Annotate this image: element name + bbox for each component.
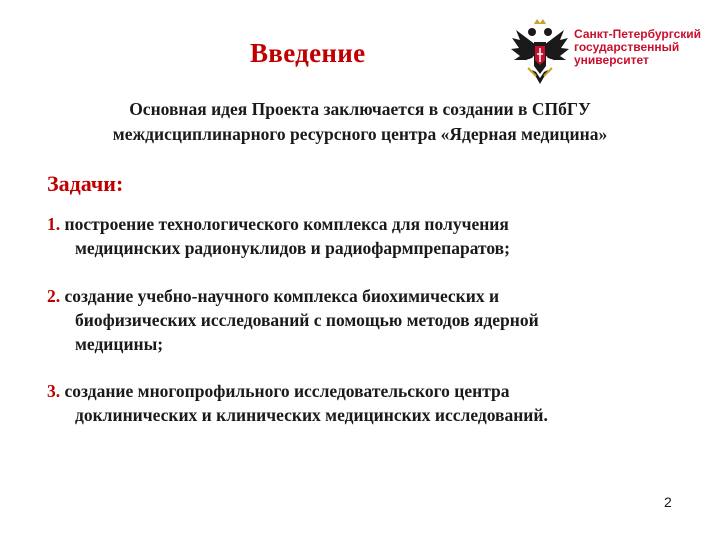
university-logo — [510, 18, 710, 88]
task-item — [47, 284, 687, 356]
task-item — [47, 212, 687, 260]
tasks-heading: Задачи: — [47, 171, 124, 196]
university-name-line: государственный — [574, 40, 680, 54]
page-number: 2 — [664, 494, 672, 510]
task-number: 3. — [47, 381, 61, 401]
task-item — [47, 379, 687, 427]
intro-text — [40, 97, 680, 147]
task-line — [47, 212, 687, 236]
task-number: 1. — [47, 214, 61, 234]
task-line — [47, 379, 687, 403]
university-name-line: Санкт-Петербургский — [574, 27, 702, 41]
task-line: медицины; — [75, 334, 164, 354]
task-line: биофизических исследований с помощью методов ядерной — [75, 310, 539, 330]
task-line — [47, 284, 687, 308]
university-name-line: университет — [574, 53, 649, 67]
task-text: создание учебно-научного комплекса биохимических и — [64, 286, 500, 306]
slide-title: Введение — [250, 38, 366, 68]
double-headed-eagle-emblem-icon — [510, 18, 570, 88]
intro-line: Основная идея Проекта заключается в создании в СПбГУ — [129, 99, 591, 119]
intro-line: междисциплинарного ресурсного центра «Ядерная медицина» — [112, 124, 608, 144]
task-text: создание многопрофильного исследовательского центра — [64, 381, 510, 401]
task-line: медицинских радионуклидов и радиофармпрепаратов; — [75, 238, 510, 258]
task-line: доклинических и клинических медицинских исследований. — [75, 405, 548, 425]
task-number: 2. — [47, 286, 61, 306]
task-text: построение технологического комплекса для получения — [64, 214, 509, 234]
university-name — [574, 28, 701, 67]
